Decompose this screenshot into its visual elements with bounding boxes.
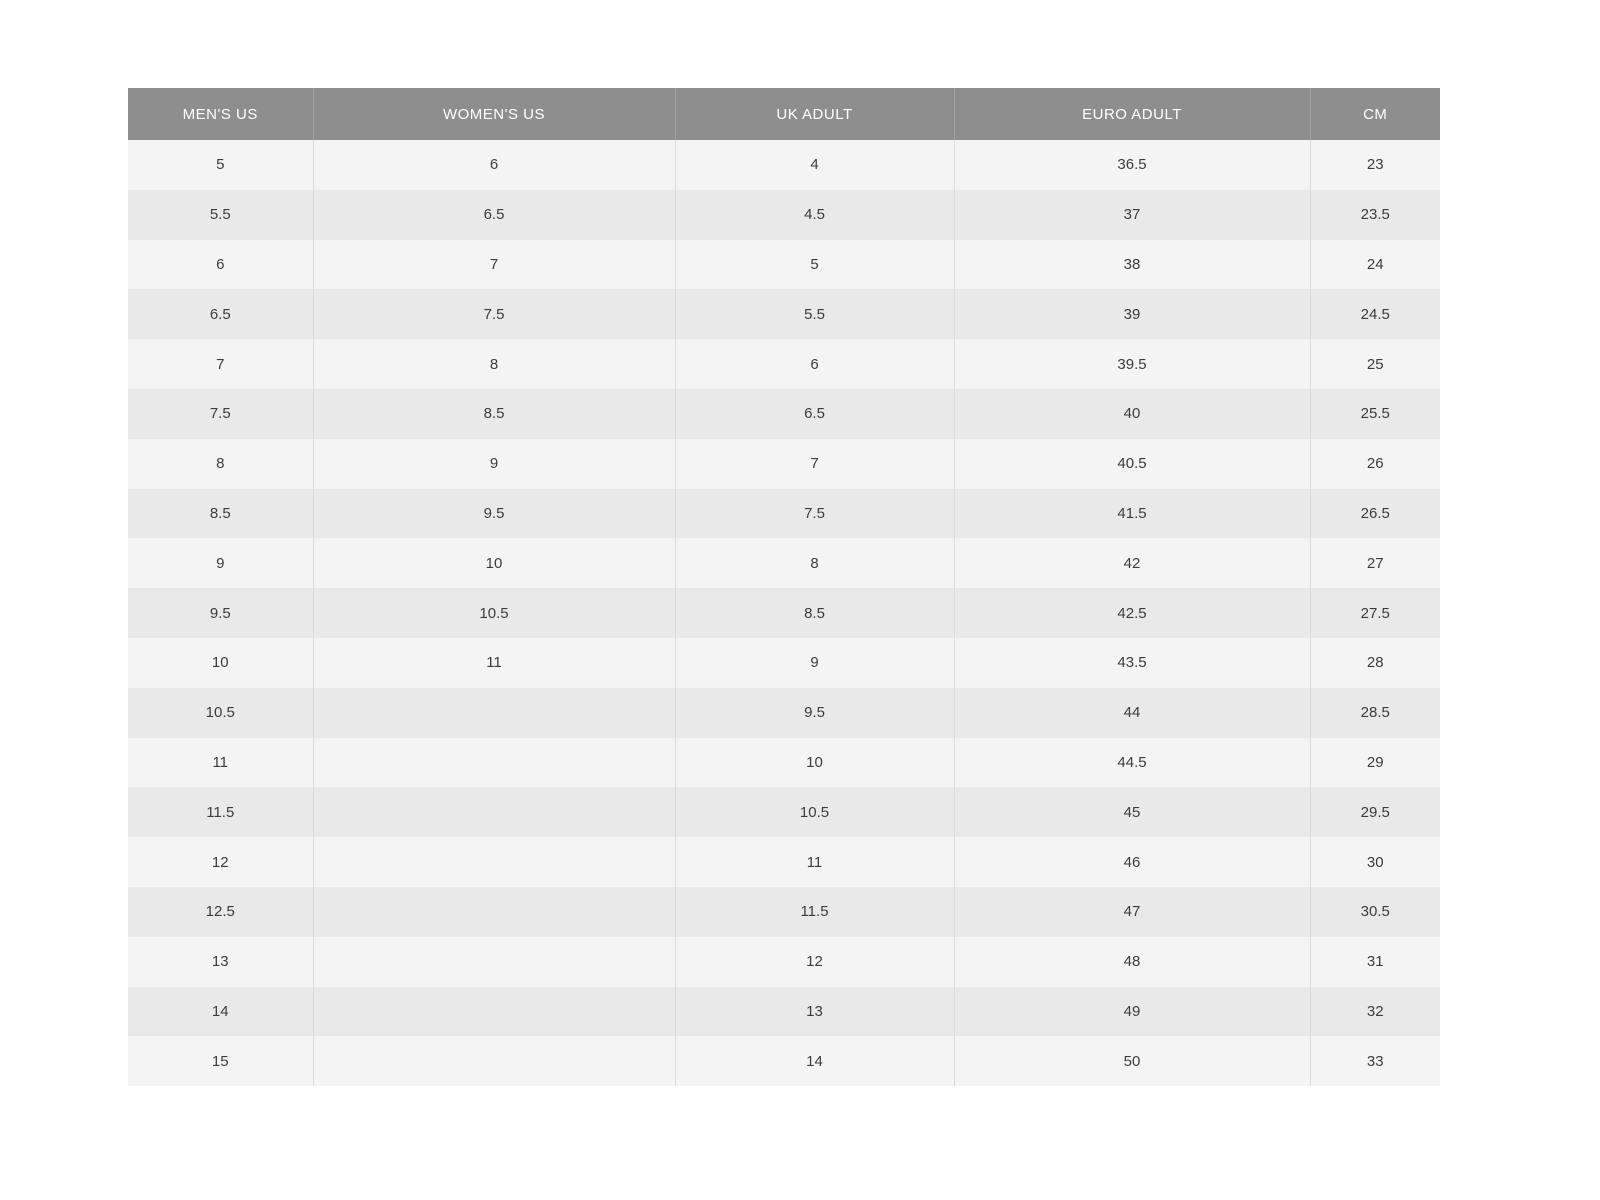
cell-cm: 27.5 bbox=[1310, 588, 1440, 638]
cell-womens-us bbox=[313, 937, 675, 987]
cell-cm: 25 bbox=[1310, 339, 1440, 389]
cell-euro-adult: 49 bbox=[954, 987, 1310, 1037]
cell-mens-us: 11.5 bbox=[128, 787, 313, 837]
cell-mens-us: 7.5 bbox=[128, 389, 313, 439]
cell-mens-us: 5 bbox=[128, 140, 313, 190]
cell-mens-us: 10 bbox=[128, 638, 313, 688]
cell-euro-adult: 46 bbox=[954, 837, 1310, 887]
table-row bbox=[128, 987, 1440, 1037]
cell-euro-adult: 40.5 bbox=[954, 439, 1310, 489]
cell-uk-adult: 5 bbox=[675, 240, 954, 290]
cell-euro-adult: 40 bbox=[954, 389, 1310, 439]
cell-uk-adult: 6 bbox=[675, 339, 954, 389]
cell-womens-us: 7.5 bbox=[313, 289, 675, 339]
cell-uk-adult: 13 bbox=[675, 987, 954, 1037]
cell-cm: 24.5 bbox=[1310, 289, 1440, 339]
cell-womens-us: 9 bbox=[313, 439, 675, 489]
cell-womens-us bbox=[313, 688, 675, 738]
cell-womens-us: 6 bbox=[313, 140, 675, 190]
table-row bbox=[128, 140, 1440, 190]
cell-euro-adult: 39 bbox=[954, 289, 1310, 339]
cell-uk-adult: 9 bbox=[675, 638, 954, 688]
cell-uk-adult: 10.5 bbox=[675, 787, 954, 837]
cell-womens-us: 6.5 bbox=[313, 190, 675, 240]
table-header-row bbox=[128, 88, 1440, 140]
cell-womens-us: 8.5 bbox=[313, 389, 675, 439]
cell-mens-us: 12 bbox=[128, 837, 313, 887]
column-header-uk-adult: UK ADULT bbox=[675, 88, 954, 140]
cell-euro-adult: 38 bbox=[954, 240, 1310, 290]
cell-uk-adult: 8 bbox=[675, 538, 954, 588]
table-row bbox=[128, 289, 1440, 339]
cell-uk-adult: 6.5 bbox=[675, 389, 954, 439]
table-row bbox=[128, 240, 1440, 290]
table-row bbox=[128, 489, 1440, 539]
cell-euro-adult: 39.5 bbox=[954, 339, 1310, 389]
cell-euro-adult: 41.5 bbox=[954, 489, 1310, 539]
cell-cm: 26 bbox=[1310, 439, 1440, 489]
cell-mens-us: 12.5 bbox=[128, 887, 313, 937]
cell-euro-adult: 47 bbox=[954, 887, 1310, 937]
cell-cm: 23.5 bbox=[1310, 190, 1440, 240]
cell-mens-us: 9 bbox=[128, 538, 313, 588]
cell-womens-us bbox=[313, 787, 675, 837]
cell-cm: 26.5 bbox=[1310, 489, 1440, 539]
column-header-womens-us: WOMEN'S US bbox=[313, 88, 675, 140]
cell-cm: 28.5 bbox=[1310, 688, 1440, 738]
table-row bbox=[128, 638, 1440, 688]
cell-cm: 24 bbox=[1310, 240, 1440, 290]
cell-womens-us: 10 bbox=[313, 538, 675, 588]
cell-uk-adult: 10 bbox=[675, 738, 954, 788]
cell-cm: 30 bbox=[1310, 837, 1440, 887]
cell-mens-us: 8 bbox=[128, 439, 313, 489]
table-row bbox=[128, 688, 1440, 738]
cell-cm: 28 bbox=[1310, 638, 1440, 688]
cell-cm: 23 bbox=[1310, 140, 1440, 190]
cell-uk-adult: 12 bbox=[675, 937, 954, 987]
cell-euro-adult: 37 bbox=[954, 190, 1310, 240]
cell-uk-adult: 11.5 bbox=[675, 887, 954, 937]
cell-mens-us: 13 bbox=[128, 937, 313, 987]
table-row bbox=[128, 538, 1440, 588]
cell-euro-adult: 50 bbox=[954, 1036, 1310, 1086]
cell-uk-adult: 7.5 bbox=[675, 489, 954, 539]
cell-euro-adult: 45 bbox=[954, 787, 1310, 837]
cell-cm: 31 bbox=[1310, 937, 1440, 987]
table-body bbox=[128, 140, 1440, 1086]
cell-euro-adult: 42 bbox=[954, 538, 1310, 588]
cell-cm: 33 bbox=[1310, 1036, 1440, 1086]
cell-womens-us: 11 bbox=[313, 638, 675, 688]
cell-cm: 29.5 bbox=[1310, 787, 1440, 837]
table-row bbox=[128, 738, 1440, 788]
cell-mens-us: 8.5 bbox=[128, 489, 313, 539]
cell-cm: 25.5 bbox=[1310, 389, 1440, 439]
cell-mens-us: 10.5 bbox=[128, 688, 313, 738]
table-row bbox=[128, 339, 1440, 389]
cell-cm: 29 bbox=[1310, 738, 1440, 788]
table-row bbox=[128, 190, 1440, 240]
cell-womens-us: 7 bbox=[313, 240, 675, 290]
cell-uk-adult: 4.5 bbox=[675, 190, 954, 240]
cell-uk-adult: 5.5 bbox=[675, 289, 954, 339]
cell-womens-us: 10.5 bbox=[313, 588, 675, 638]
cell-mens-us: 7 bbox=[128, 339, 313, 389]
cell-uk-adult: 11 bbox=[675, 837, 954, 887]
cell-mens-us: 5.5 bbox=[128, 190, 313, 240]
cell-mens-us: 14 bbox=[128, 987, 313, 1037]
table-row bbox=[128, 887, 1440, 937]
cell-womens-us bbox=[313, 738, 675, 788]
table-row bbox=[128, 588, 1440, 638]
cell-mens-us: 15 bbox=[128, 1036, 313, 1086]
cell-cm: 27 bbox=[1310, 538, 1440, 588]
column-header-mens-us: MEN'S US bbox=[128, 88, 313, 140]
cell-uk-adult: 14 bbox=[675, 1036, 954, 1086]
cell-mens-us: 11 bbox=[128, 738, 313, 788]
cell-womens-us bbox=[313, 837, 675, 887]
table-row bbox=[128, 787, 1440, 837]
cell-uk-adult: 7 bbox=[675, 439, 954, 489]
table-row bbox=[128, 439, 1440, 489]
cell-cm: 32 bbox=[1310, 987, 1440, 1037]
cell-mens-us: 6.5 bbox=[128, 289, 313, 339]
table-row bbox=[128, 937, 1440, 987]
size-chart-container bbox=[128, 88, 1440, 1086]
cell-womens-us: 8 bbox=[313, 339, 675, 389]
cell-uk-adult: 8.5 bbox=[675, 588, 954, 638]
cell-womens-us: 9.5 bbox=[313, 489, 675, 539]
cell-euro-adult: 36.5 bbox=[954, 140, 1310, 190]
cell-mens-us: 9.5 bbox=[128, 588, 313, 638]
table-row bbox=[128, 837, 1440, 887]
table-row bbox=[128, 389, 1440, 439]
cell-euro-adult: 48 bbox=[954, 937, 1310, 987]
column-header-euro-adult: EURO ADULT bbox=[954, 88, 1310, 140]
cell-mens-us: 6 bbox=[128, 240, 313, 290]
cell-euro-adult: 44.5 bbox=[954, 738, 1310, 788]
cell-uk-adult: 4 bbox=[675, 140, 954, 190]
cell-uk-adult: 9.5 bbox=[675, 688, 954, 738]
cell-euro-adult: 44 bbox=[954, 688, 1310, 738]
cell-euro-adult: 42.5 bbox=[954, 588, 1310, 638]
table-header bbox=[128, 88, 1440, 140]
size-conversion-table bbox=[128, 88, 1440, 1086]
cell-womens-us bbox=[313, 987, 675, 1037]
cell-cm: 30.5 bbox=[1310, 887, 1440, 937]
table-row bbox=[128, 1036, 1440, 1086]
column-header-cm: CM bbox=[1310, 88, 1440, 140]
cell-womens-us bbox=[313, 1036, 675, 1086]
cell-euro-adult: 43.5 bbox=[954, 638, 1310, 688]
cell-womens-us bbox=[313, 887, 675, 937]
